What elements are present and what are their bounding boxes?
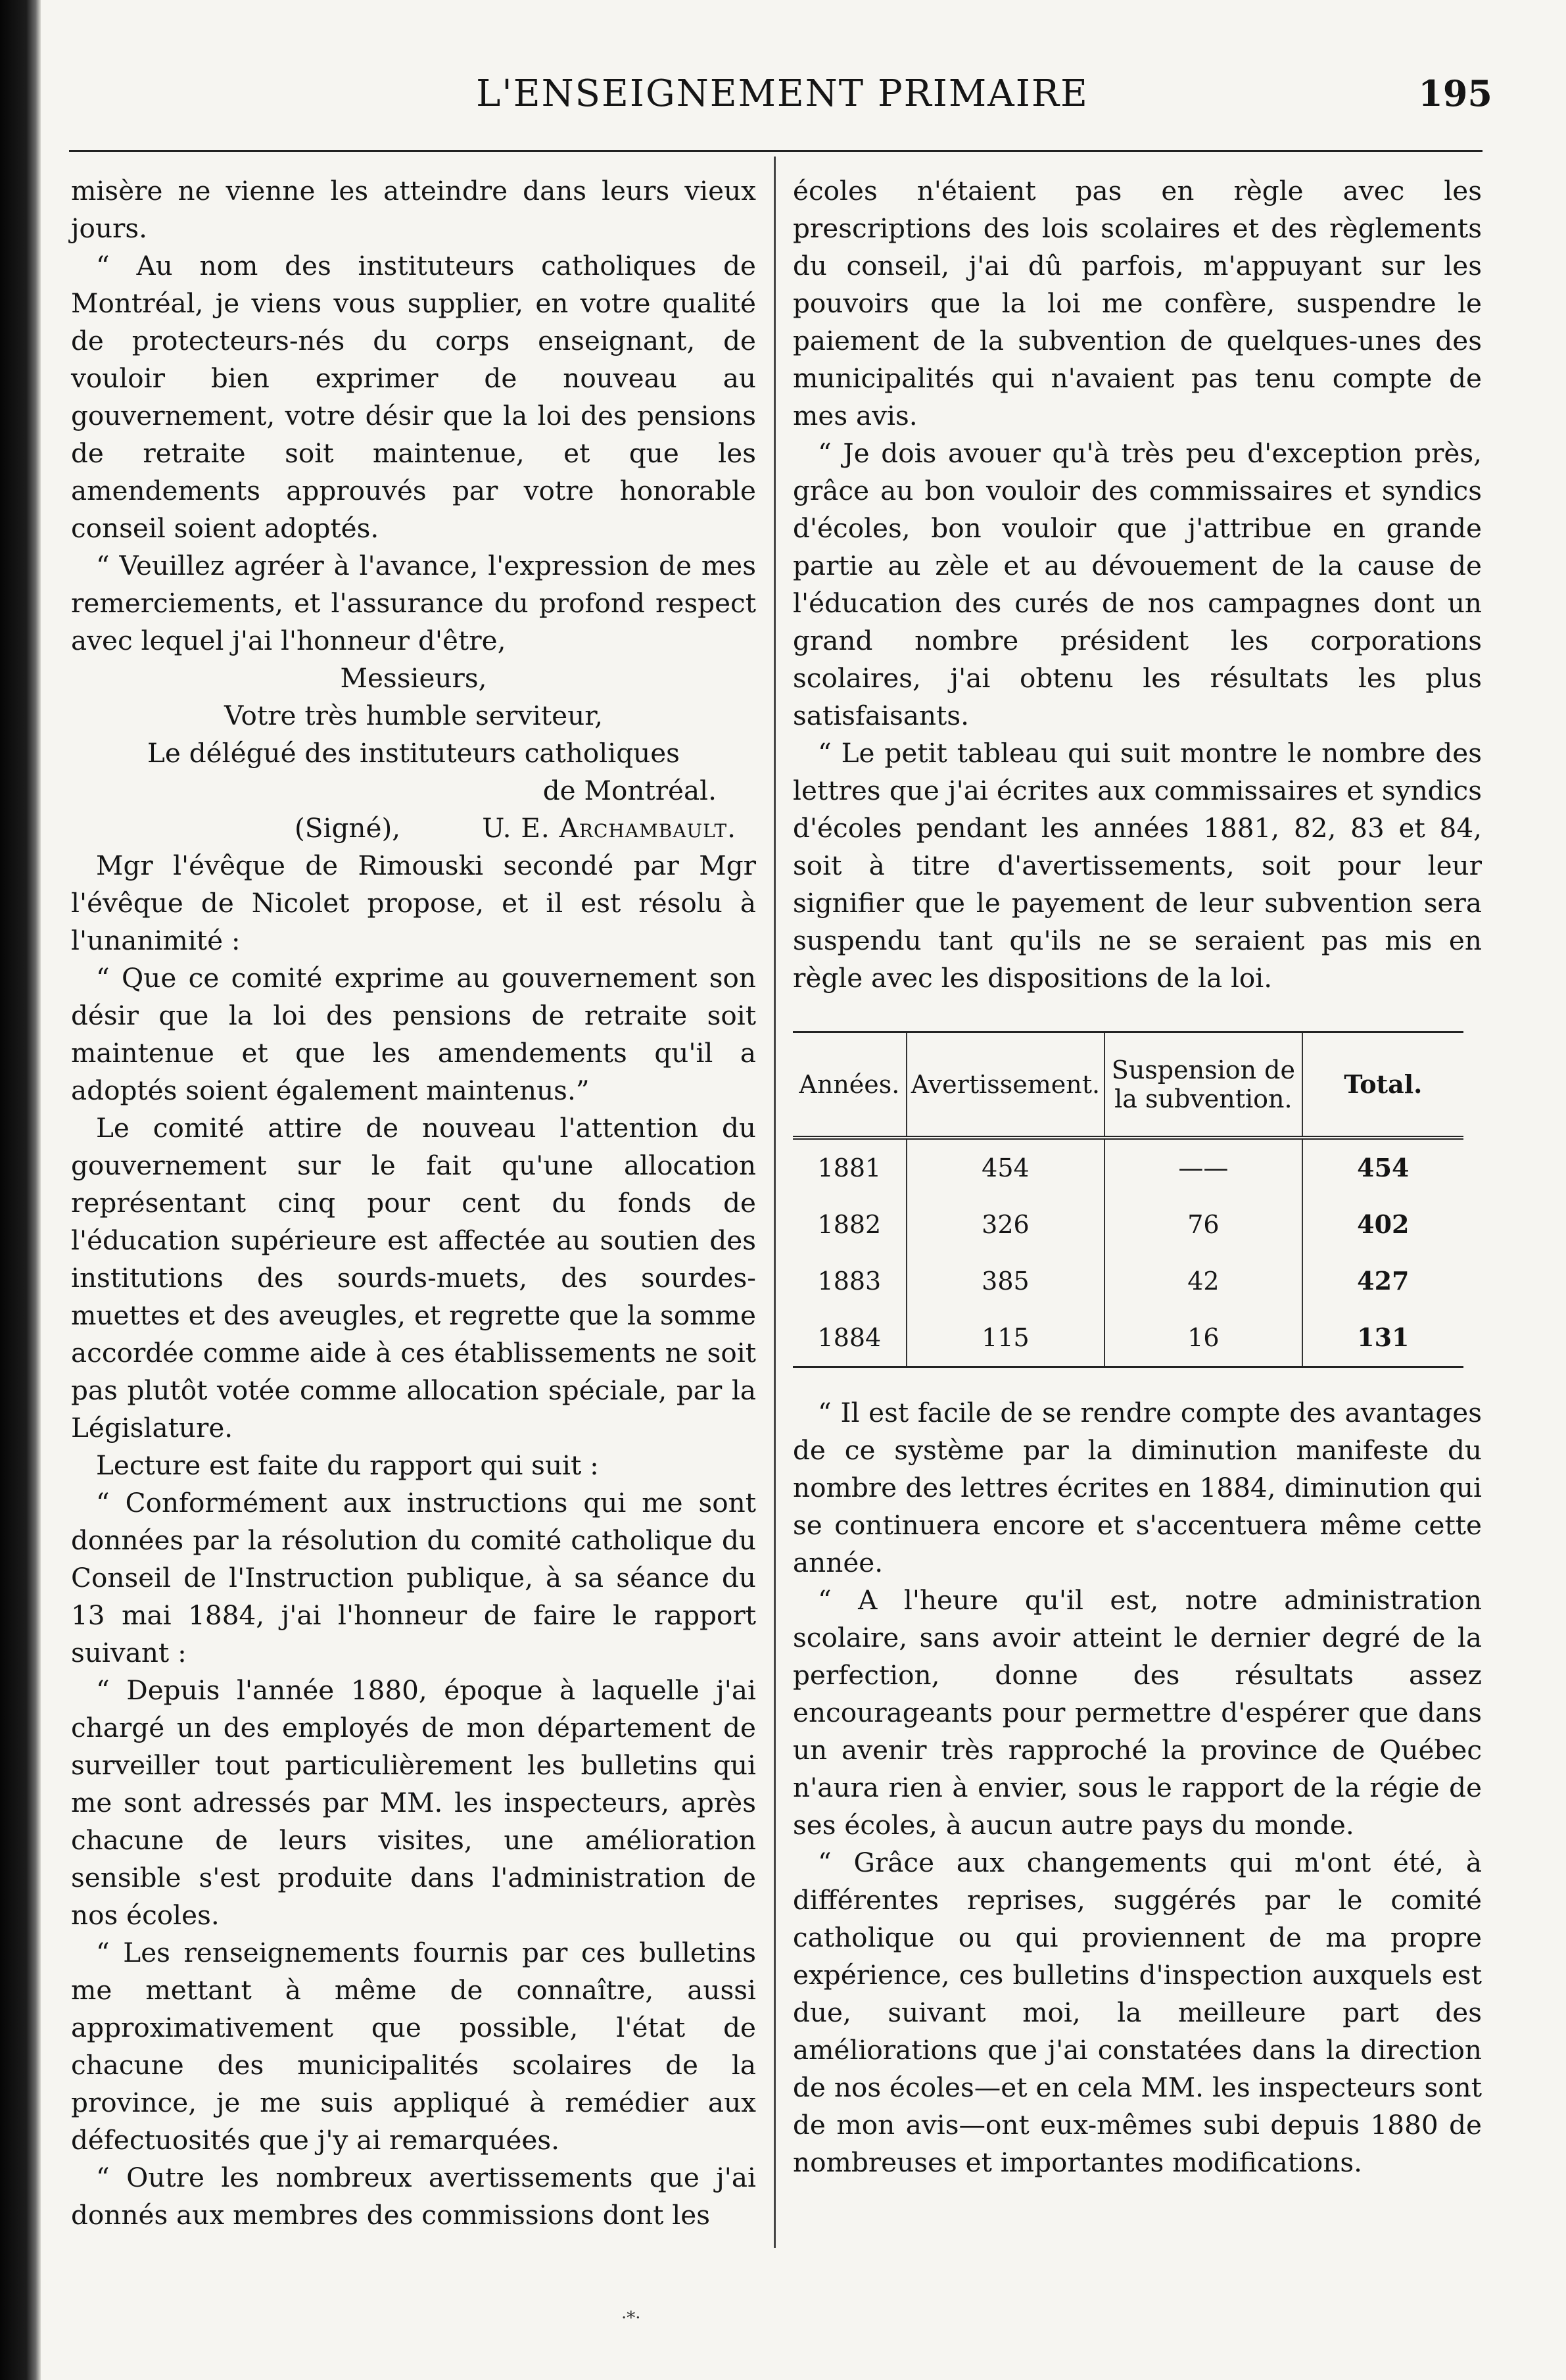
paragraph: “ Outre les nombreux avertissements que j'ai donnés aux membres des commissions dont les — [71, 2162, 756, 2231]
signature-line — [71, 810, 756, 847]
table-cell: 131 — [1302, 1309, 1463, 1367]
paragraph: “ Les renseignements fournis par ces bulletins me mettant à même de connaître, aussi approximativement que possible, l'état de chacune des municipalités scolaires de la province, je me suis appliqué à remédier aux défectuosités que j'y ai remarquées. — [71, 1937, 756, 2156]
table-row — [793, 1309, 1463, 1367]
table-cell: 16 — [1104, 1309, 1302, 1367]
column-header-total: Total. — [1302, 1032, 1463, 1138]
printer-mark: ·*· — [621, 2308, 641, 2328]
paragraph: misère ne vienne les atteindre dans leurs vieux jours. — [71, 175, 756, 244]
column-header-years: Années. — [793, 1032, 907, 1138]
table-cell: 1882 — [817, 1210, 882, 1239]
column-divider — [774, 157, 776, 2248]
table-header-row — [793, 1032, 1463, 1138]
paragraph: “ Conformément aux instructions qui me sont données par la résolution du comité catholique du Conseil de l'Instruction publique, à sa séance du 13 mai 1884, j'ai l'honneur de faire le rapport suivant : — [71, 1487, 756, 1668]
right-column — [793, 172, 1482, 2181]
page-number: 195 — [1418, 72, 1492, 114]
running-title: L'ENSEIGNEMENT PRIMAIRE — [476, 72, 1089, 115]
closing-title: Le délégué des instituteurs catholiques — [147, 737, 680, 769]
table-cell: 1883 — [817, 1267, 882, 1296]
letters-statistics-table — [793, 1031, 1463, 1368]
paragraph: Lecture est faite du rapport qui suit : — [96, 1449, 599, 1481]
paragraph: “ Au nom des instituteurs catholiques de Montréal, je viens vous supplier, en votre qualité de protecteurs-nés du corps enseignant, de vouloir bien exprimer de nouveau au gouvernement, votre désir que la loi des pensions de retraite soit maintenue, et que les amendements approuvés par votre honorable conseil soient adoptés. — [71, 250, 756, 544]
table-cell: —— — [1104, 1138, 1302, 1196]
closing-place: de Montréal. — [542, 775, 717, 806]
paragraph: “ Grâce aux changements qui m'ont été, à différentes reprises, suggérés par le comité catholique ou qui proviennent de ma propre expérience, ces bulletins d'inspection auxquels est due, suivant moi, la meilleure part des améliorations que j'ai constatées dans la direction de nos écoles—et en cela MM. les inspecteurs sont de mon avis—ont eux-mêmes subi depuis 1880 de nombreuses et importantes modifications. — [793, 1847, 1482, 2178]
table-cell: 42 — [1104, 1253, 1302, 1309]
signed-label: (Signé), — [295, 812, 401, 844]
paragraph: “ Je dois avouer qu'à très peu d'exception près, grâce au bon vouloir des commissaires et syndics d'écoles, bon vouloir que j'attribue en grande partie au zèle et au dévouement de la cause de l'éducation des curés de nos campagnes dont un grand nombre président les corporations scolaires, j'ai obtenu les résultats les plus satisfaisants. — [793, 437, 1482, 731]
table-cell: 76 — [1104, 1196, 1302, 1253]
paragraph: “ Le petit tableau qui suit montre le nombre des lettres que j'ai écrites aux commissaires et syndics d'écoles pendant les années 1881, 82, 83 et 84, soit à titre d'avertissements, soit pour leur signifier que le payement de leur subvention sera suspendu tant qu'ils ne se seraient pas mis en règle avec les dispositions de la loi. — [793, 737, 1482, 994]
table-cell: 385 — [907, 1253, 1104, 1309]
table-cell: 115 — [907, 1309, 1104, 1367]
paragraph: Le comité attire de nouveau l'attention du gouvernement sur le fait qu'une allocation représentant cinq pour cent du fonds de l'éducation supérieure est affectée au soutien des institutions des sourds-muets, des sourdes-muettes et des aveugles, et regrette que la somme accordée comme aide à ces établissements ne soit pas plutôt votée comme allocation spéciale, par la Législature. — [71, 1112, 756, 1444]
table-cell: 454 — [907, 1138, 1104, 1196]
page-header — [72, 66, 1492, 118]
table-row — [793, 1196, 1463, 1253]
book-spine-shadow — [0, 0, 41, 2380]
table-row — [793, 1138, 1463, 1196]
paragraph: “ Que ce comité exprime au gouvernement son désir que la loi des pensions de retraite soit maintenue et que les amendements qu'il a adoptés soient également maintenus.” — [71, 962, 756, 1106]
closing: Votre très humble serviteur, — [224, 700, 603, 731]
salutation: Messieurs, — [340, 662, 487, 694]
header-rule — [69, 150, 1483, 152]
table-cell: 1884 — [817, 1323, 882, 1352]
column-header-suspension: Suspension de la subvention. — [1104, 1032, 1302, 1138]
statistics-table-wrapper — [793, 1031, 1482, 1368]
table-cell: 326 — [907, 1196, 1104, 1253]
paragraph: “ Veuillez agréer à l'avance, l'expression de mes remerciements, et l'assurance du profond respect avec lequel j'ai l'honneur d'être, — [71, 550, 756, 656]
paragraph: “ Depuis l'année 1880, époque à laquelle j'ai chargé un des employés de mon département de surveiller tout particulièrement les bulletins qui me sont adressés par MM. les inspecteurs, après chacune de leurs visites, une amélioration sensible s'est produite dans l'administration de nos écoles. — [71, 1674, 756, 1931]
table-cell: 454 — [1302, 1138, 1463, 1196]
table-cell: 1881 — [817, 1154, 882, 1182]
table-cell: 402 — [1302, 1196, 1463, 1253]
column-header-warnings: Avertissement. — [907, 1032, 1104, 1138]
left-column — [71, 172, 756, 2234]
table-cell: 427 — [1302, 1253, 1463, 1309]
paragraph: “ A l'heure qu'il est, notre administration scolaire, sans avoir atteint le dernier degré de la perfection, donne des résultats assez encourageants pour permettre d'espérer que dans un avenir très rapproché la province de Québec n'aura rien à envier, sous le rapport de la régie de ses écoles, à aucun autre pays du monde. — [793, 1584, 1482, 1841]
paragraph: écoles n'étaient pas en règle avec les prescriptions des lois scolaires et des règlements du conseil, j'ai dû parfois, m'appuyant sur les pouvoirs que la loi me confère, suspendre le paiement de la subvention de quelques-unes des municipalités qui n'avaient pas tenu compte de mes avis. — [793, 175, 1482, 431]
table-row — [793, 1253, 1463, 1309]
paragraph: Mgr l'évêque de Rimouski secondé par Mgr l'évêque de Nicolet propose, et il est résolu à l'unanimité : — [71, 850, 756, 956]
signatory-name: U. E. Archambault. — [482, 812, 736, 844]
paragraph: “ Il est facile de se rendre compte des avantages de ce système par la diminution manifeste du nombre des lettres écrites en 1884, diminution qui se continuera encore et s'accentuera même cette année. — [793, 1397, 1482, 1578]
